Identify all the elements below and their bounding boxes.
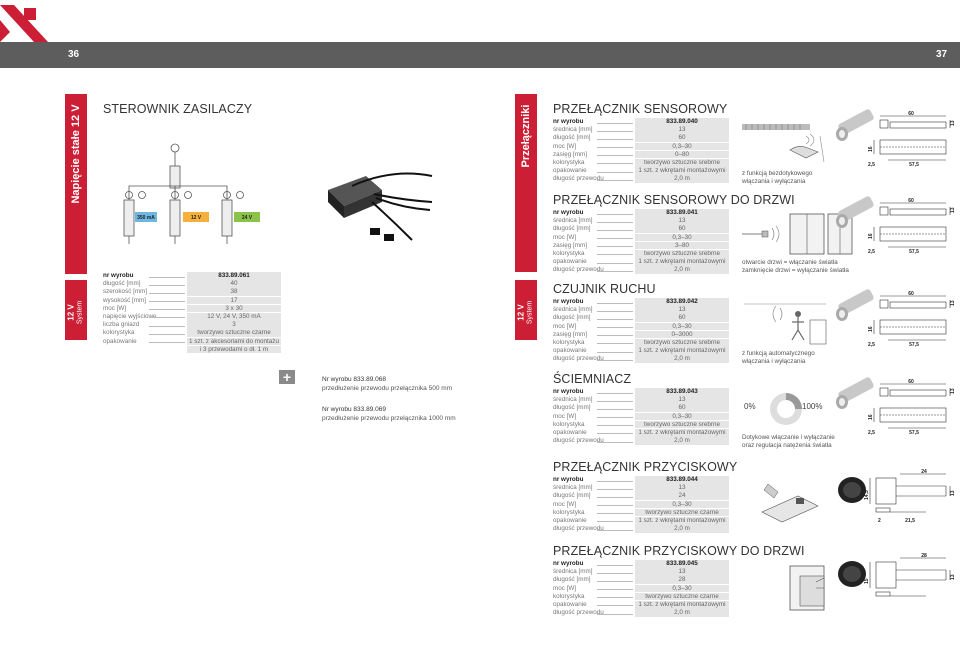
spec-value: 13	[635, 396, 729, 404]
dim-length: 60	[908, 111, 914, 117]
spec-value: 3 x 30	[187, 305, 281, 313]
spec-label: moc [W]	[553, 322, 577, 330]
spec-value: 0,3–30	[635, 143, 729, 151]
product-spec-row	[553, 568, 733, 576]
dimmer-dial-icon	[766, 389, 806, 429]
dimmer-max-label: 100%	[802, 402, 823, 411]
product-title: PRZEŁĄCZNIK PRZYCISKOWY	[553, 460, 738, 474]
dim-height: 16	[868, 233, 874, 239]
spec-value: 17	[187, 297, 281, 305]
spec-label: opakowanie	[553, 600, 587, 608]
spec-value: 60	[635, 225, 729, 233]
spec-label: kolorystyka	[553, 158, 585, 166]
dim-length: 60	[908, 379, 914, 385]
product-spec-row	[553, 601, 733, 609]
dim-height: 15	[864, 578, 870, 584]
spec-label: długość [mm]	[553, 314, 591, 322]
spec-value: 0,3–30	[635, 413, 729, 421]
spec-label: długość przewodu	[553, 266, 604, 274]
left-section-title: Napięcie stałe 12 V	[70, 104, 82, 204]
dim-height: 14,5	[864, 490, 870, 500]
dim-diameter: 13	[950, 388, 956, 394]
spec-label: długość [mm]	[103, 280, 141, 288]
controller-spec-row	[103, 305, 283, 313]
spec-value: 1 szt. z wkrętami montażowymi	[635, 347, 729, 355]
spec-value: 2,0 m	[635, 525, 729, 533]
spec-label: długość przewodu	[553, 437, 604, 445]
spec-label: długość [mm]	[553, 404, 591, 412]
product-title: PRZEŁĄCZNIK SENSOROWY	[553, 102, 728, 116]
product-spec-row	[553, 314, 733, 322]
spec-value: tworzywo sztuczne srebrne	[635, 250, 729, 258]
spec-label: długość przewodu	[553, 609, 604, 617]
dimension-drawing	[866, 552, 958, 614]
spec-label: długość [mm]	[553, 225, 591, 233]
controller-wiring-diagram	[115, 140, 265, 250]
spec-value: 28	[635, 576, 729, 584]
spec-label: napięcie wyjściowe	[103, 312, 157, 320]
spec-label: długość przewodu	[553, 525, 604, 533]
controller-title: STEROWNIK ZASILACZY	[103, 102, 253, 116]
spec-label: kolorystyka	[103, 329, 135, 337]
spec-label: nr wyrobu	[553, 118, 584, 125]
accessory-068: Nr wyrobu 833.89.068 przedłużenie przewodu przełącznika 500 mm	[322, 376, 453, 392]
dim-length: 28	[921, 553, 927, 559]
spec-label: nr wyrobu	[553, 209, 584, 216]
product-spec-row	[553, 151, 733, 159]
product-spec-table	[553, 388, 733, 445]
product-spec-row	[553, 525, 733, 533]
spec-value: 833.89.061	[187, 272, 281, 280]
right-section-title: Przełączniki	[520, 104, 532, 168]
controller-spec-row	[103, 338, 283, 346]
dim-offset: 2,5	[868, 249, 875, 255]
dim-body: 57,5	[909, 162, 919, 168]
product-title: CZUJNIK RUCHU	[553, 282, 656, 296]
product-title: ŚCIEMNIACZ	[553, 372, 632, 386]
spec-label: nr wyrobu	[553, 476, 584, 483]
spec-label: opakowanie	[553, 428, 587, 436]
controller-spec-row	[103, 297, 283, 305]
right-badge-text: 12 V System	[516, 300, 534, 325]
spec-label: moc [W]	[553, 412, 577, 420]
spec-value: 13	[635, 306, 729, 314]
spec-label: kolorystyka	[553, 592, 585, 600]
spec-label: zasięg [mm]	[553, 241, 587, 249]
dim-offset: 2,5	[868, 162, 875, 168]
spec-label: moc [W]	[553, 500, 577, 508]
spec-label: moc [W]	[103, 304, 127, 312]
spec-label: zasięg [mm]	[553, 150, 587, 158]
spec-label: opakowanie	[103, 337, 137, 345]
accessory-069: Nr wyrobu 833.89.069 przedłużenie przewodu przełącznika 1000 mm	[322, 406, 456, 422]
product-spec-row	[553, 609, 733, 617]
spec-value: 2,0 m	[635, 609, 729, 617]
out-label-24v: 24 V	[241, 215, 253, 221]
page-number-left: 36	[68, 49, 80, 60]
spec-value: 3	[187, 321, 281, 329]
dimension-drawing	[866, 110, 958, 172]
spec-value: 833.89.044	[635, 476, 729, 484]
product-spec-row	[553, 501, 733, 509]
spec-value: tworzywo sztuczne srebrne	[635, 339, 729, 347]
product-caption: otwarcie drzwi = włączanie światła zamknięcie drzwi = wyłączanie światła	[742, 259, 849, 274]
spec-value: 40	[187, 280, 281, 288]
spec-value: tworzywo sztuczne czarne	[635, 593, 729, 601]
spec-label: średnica [mm]	[553, 126, 593, 134]
dimension-drawing	[866, 378, 958, 440]
spec-value: 1 szt. z wkrętami montażowymi	[635, 167, 729, 175]
controller-spec-row	[103, 313, 283, 321]
product-caption: z funkcją bezdotykowego włączania i wyłączania	[742, 170, 813, 185]
dim-offset: 2	[878, 518, 881, 524]
dimension-drawing	[866, 197, 958, 259]
spec-label: kolorystyka	[553, 508, 585, 516]
spec-label: opakowanie	[553, 167, 587, 175]
spec-label: wysokość [mm]	[103, 296, 147, 304]
spec-value: 0,3–30	[635, 585, 729, 593]
dim-height: 16	[868, 146, 874, 152]
spec-value: 0,3–30	[635, 501, 729, 509]
product-spec-row	[553, 429, 733, 437]
spec-value: 1 szt. z wkrętami montażowymi	[635, 517, 729, 525]
spec-value: tworzywo sztuczne srebrne	[635, 421, 729, 429]
spec-value: 2,0 m	[635, 355, 729, 363]
spec-label: długość przewodu	[553, 175, 604, 183]
product-spec-row	[553, 347, 733, 355]
product-spec-row	[553, 593, 733, 601]
dimension-drawing	[866, 290, 958, 352]
spec-label: opakowanie	[553, 258, 587, 266]
motion-sensor-illustration	[740, 300, 830, 348]
product-spec-row	[553, 266, 733, 274]
spec-label: liczba gniazd	[103, 321, 140, 329]
out-label-12v: 12 V	[190, 215, 202, 221]
product-spec-row	[553, 484, 733, 492]
product-spec-row	[553, 339, 733, 347]
product-spec-row	[553, 143, 733, 151]
product-spec-row	[553, 159, 733, 167]
spec-value: 0,3–30	[635, 234, 729, 242]
push-button-illustration	[758, 476, 828, 520]
product-spec-row	[553, 209, 733, 217]
product-spec-row	[553, 404, 733, 412]
spec-value: 0,3–30	[635, 323, 729, 331]
spec-value: 13	[635, 568, 729, 576]
spec-label: kolorystyka	[553, 338, 585, 346]
product-caption: z funkcją automatycznego włączania i wyłączania	[742, 350, 815, 365]
spec-label: zasięg [mm]	[553, 330, 587, 338]
spec-label: długość [mm]	[553, 134, 591, 142]
spec-value: 2,0 m	[635, 437, 729, 445]
product-spec-row	[553, 306, 733, 314]
spec-value: 2,0 m	[635, 266, 729, 274]
dimmer-min-label: 0%	[744, 402, 756, 411]
product-spec-row	[553, 217, 733, 225]
product-title: PRZEŁĄCZNIK PRZYCISKOWY DO DRZWI	[553, 544, 805, 558]
product-spec-row	[553, 492, 733, 500]
dim-diameter: 13	[950, 207, 956, 213]
left-badge-text: 12 V System	[66, 300, 84, 325]
product-title: PRZEŁĄCZNIK SENSOROWY DO DRZWI	[553, 193, 795, 207]
controller-spec-row	[103, 329, 283, 337]
product-spec-row	[553, 509, 733, 517]
product-spec-row	[553, 242, 733, 250]
dim-height: 16	[868, 414, 874, 420]
spec-label: długość [mm]	[553, 576, 591, 584]
product-spec-row	[553, 126, 733, 134]
spec-value: 3–80	[635, 242, 729, 250]
spec-value: 1 szt. z wkrętami montażowymi	[635, 601, 729, 609]
spec-value: 833.89.045	[635, 560, 729, 568]
spec-value: 1 szt. z wkrętami montażowymi	[635, 258, 729, 266]
controller-spec-row	[103, 272, 283, 280]
dim-offset: 2,5	[868, 430, 875, 436]
spec-label: średnica [mm]	[553, 306, 593, 314]
controller-spec-row	[103, 280, 283, 288]
spec-value: tworzywo sztuczne czarne	[187, 329, 281, 337]
dim-diameter: 13	[950, 120, 956, 126]
dim-diameter: 13	[950, 574, 956, 580]
spec-label: długość [mm]	[553, 492, 591, 500]
spec-label: moc [W]	[553, 233, 577, 241]
product-spec-row	[553, 476, 733, 484]
product-spec-row	[553, 234, 733, 242]
dim-body: 57,5	[909, 430, 919, 436]
product-spec-row	[553, 517, 733, 525]
dimension-drawing	[866, 468, 958, 530]
product-spec-row	[553, 355, 733, 363]
spec-value: 13	[635, 217, 729, 225]
product-spec-row	[553, 323, 733, 331]
product-spec-row	[553, 118, 733, 126]
spec-label: nr wyrobu	[553, 298, 584, 305]
product-spec-row	[553, 175, 733, 183]
spec-value: 13	[635, 484, 729, 492]
product-spec-row	[553, 331, 733, 339]
spec-value: 833.89.041	[635, 209, 729, 217]
spec-label: długość przewodu	[553, 355, 604, 363]
controller-spec-row	[103, 321, 283, 329]
spec-value: 13	[635, 126, 729, 134]
spec-value: 24	[635, 492, 729, 500]
spec-label: nr wyrobu	[103, 272, 134, 279]
spec-value: 12 V, 24 V, 350 mA	[187, 313, 281, 321]
dim-body: 57,5	[909, 342, 919, 348]
product-spec-row	[553, 576, 733, 584]
spec-label: nr wyrobu	[553, 560, 584, 567]
spec-label: średnica [mm]	[553, 396, 593, 404]
product-spec-row	[553, 258, 733, 266]
spec-value: 60	[635, 314, 729, 322]
spec-value: 0–3000	[635, 331, 729, 339]
product-spec-row	[553, 250, 733, 258]
product-spec-row	[553, 421, 733, 429]
dim-length: 24	[921, 469, 927, 475]
product-caption: Dotykowe włączanie i wyłączanie oraz regulacja natężenia światła	[742, 434, 835, 449]
spec-value: i 3 przewodami o dł. 1 m	[187, 346, 281, 354]
spec-value: 1 szt. z akcesoriami do montażu	[187, 338, 281, 346]
product-spec-row	[553, 134, 733, 142]
spec-label: nr wyrobu	[553, 388, 584, 395]
spec-label: szerokość [mm]	[103, 288, 148, 296]
controller-spec-row	[103, 288, 283, 296]
spec-value: 60	[635, 134, 729, 142]
product-spec-row	[553, 225, 733, 233]
spec-label: średnica [mm]	[553, 217, 593, 225]
product-spec-row	[553, 560, 733, 568]
spec-label: kolorystyka	[553, 249, 585, 257]
product-spec-row	[553, 298, 733, 306]
spec-label: kolorystyka	[553, 420, 585, 428]
product-spec-table	[553, 560, 733, 617]
dim-length: 60	[908, 291, 914, 297]
product-spec-row	[553, 388, 733, 396]
spec-value: 833.89.040	[635, 118, 729, 126]
spec-value: 38	[187, 288, 281, 296]
dim-length: 60	[908, 198, 914, 204]
spec-value: 60	[635, 404, 729, 412]
spec-value: 0–80	[635, 151, 729, 159]
spec-value: 1 szt. z wkrętami montażowymi	[635, 429, 729, 437]
product-spec-table	[553, 298, 733, 364]
spec-value: tworzywo sztuczne srebrne	[635, 159, 729, 167]
spec-value: 833.89.042	[635, 298, 729, 306]
sensor-hand-illustration	[740, 122, 830, 168]
product-spec-table	[553, 118, 733, 184]
product-spec-row	[553, 585, 733, 593]
controller-spec-table	[103, 272, 283, 354]
controller-spec-row	[103, 346, 283, 354]
dim-body: 57,5	[909, 249, 919, 255]
product-spec-row	[553, 437, 733, 445]
spec-value: tworzywo sztuczne czarne	[635, 509, 729, 517]
plus-icon: +	[279, 370, 295, 384]
page-header-bar	[0, 42, 960, 68]
spec-label: moc [W]	[553, 142, 577, 150]
out-label-350: 350 mA	[137, 215, 155, 221]
spec-label: opakowanie	[553, 347, 587, 355]
page-number-right: 37	[936, 49, 948, 60]
dim-diameter: 13	[950, 490, 956, 496]
product-spec-row	[553, 167, 733, 175]
product-spec-table	[553, 209, 733, 275]
spec-label: średnica [mm]	[553, 568, 593, 576]
product-spec-row	[553, 413, 733, 421]
spec-label: opakowanie	[553, 516, 587, 524]
dim-height: 16	[868, 326, 874, 332]
controller-photo	[312, 160, 442, 250]
spec-value: 833.89.043	[635, 388, 729, 396]
spec-label: moc [W]	[553, 584, 577, 592]
dim-diameter: 13	[950, 300, 956, 306]
spec-value: 2,0 m	[635, 175, 729, 183]
door-button-illustration	[786, 562, 836, 614]
product-spec-row	[553, 396, 733, 404]
dim-body: 21,5	[905, 518, 915, 524]
spec-label: średnica [mm]	[553, 484, 593, 492]
dim-offset: 2,5	[868, 342, 875, 348]
product-spec-table	[553, 476, 733, 533]
